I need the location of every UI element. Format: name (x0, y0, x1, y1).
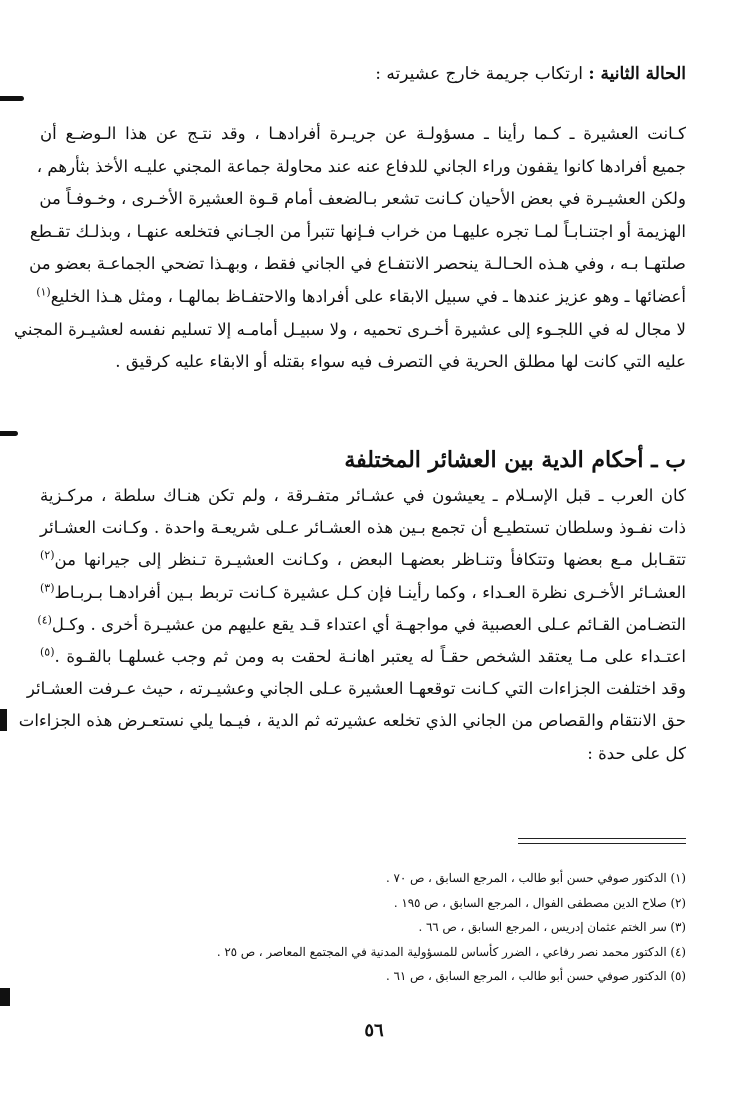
case-label: الحالة الثانية : (588, 64, 686, 84)
footnote-divider (518, 843, 686, 844)
paragraph-line: كل على حدة : (587, 743, 686, 763)
paragraph-line: عليه التي كانت لها مطلق الحرية في التصرف فيه سواء بقتله أو الابقاء عليه كرقيق . (115, 352, 686, 372)
line-text: التضـامن القـائم عـلى العصبية في مواجهـة أي اعتداء قـد يقع عليهم من عشيـرة أخرى . وكـل (51, 614, 686, 634)
paragraph-line: حق الانتقام والقصاص من الجاني الذي تخلعه عشيرته ثم الدية ، فيـما يلي نستعـرض هذه الجزاءات (18, 711, 686, 731)
case-title: ارتكاب جريمة خارج عشيرته : (375, 64, 589, 84)
paragraph-line: لا مجال له في اللجـوء إلى عشيرة أخـرى تحميه ، ولا سبيـل أمامـه إلا تسليم نفسه لعشيـرة المجني (14, 319, 686, 339)
paragraph-line (40, 641, 686, 673)
footnote-5: (٥) الدكتور صوفي حسن أبو طالب ، المرجع السابق ، ص ٦١ . (386, 969, 686, 983)
footnote-ref-2[interactable]: (٢) (40, 548, 55, 562)
line-text: اعتـداء على مـا يعتقد الشخص حقـاً له يعتبر اهانـة لحقت به ومن ثم وجب غسلهـا بالقـوة . (54, 647, 686, 667)
scan-edge-mark (0, 431, 18, 436)
paragraph-line (40, 577, 686, 609)
paragraph-line: الهزيمة أو اجتنـابـاً لمـا تجره عليهـا من خراب فـإنها تتبرأ من الجـاني فتخلعه عنهـا ، وبذلـك تقـطع (29, 221, 686, 241)
scan-edge-mark (0, 96, 24, 101)
paragraph-line (37, 609, 686, 641)
paragraph-line: كان العرب ـ قبل الإسـلام ـ يعيشون في عشـائر متفـرقة ، ولم تكن هنـاك سلطة ، مركـزية (40, 486, 686, 505)
footnote-1: (١) الدكتور صوفي حسن أبو طالب ، المرجع السابق ، ص ٧٠ . (386, 871, 686, 885)
paragraph-line: كـانت العشيرة ـ كـما رأينا ـ مسؤولـة عن جريـرة أفرادهـا ، وقد نتـج عن هذا الـوضـع أن (40, 124, 686, 143)
line-text: العشـائر الأخـرى نظرة العـداء ، وكما رأينـا فإن كـل عشيرة كـانت تربط بـين أفرادهـا بـربـاط (54, 582, 686, 602)
paragraph-line: وقد اختلفت الجزاءات التي كـانت توقعهـا العشيرة عـلى الجاني وعشيـرته ، حيث عـرفت العشـائر (26, 679, 686, 699)
paragraph-line: صلتهـا بـه ، وفي هـذه الحـالـة ينحصر الانتفـاع في الجاني فقط ، وبهـذا تضحي الجماعـة بعضو من (29, 254, 686, 274)
footnote-ref-1[interactable]: (١) (36, 285, 51, 299)
footnote-4: (٤) الدكتور محمد نصر رفاعي ، الضرر كأساس للمسؤولية المدنية في المجتمع المعاصر ، ص ٢٥ . (216, 944, 686, 959)
paragraph-line: جميع أفرادها كانوا يقفون وراء الجاني للدفاع عنه عند محاولة جماعة المجني عليـه الأخذ بثأرهم ، (36, 156, 686, 176)
line-text: تتقـابل مـع بعضها وتتكافأ وتنـاظر بعضهـا البعض ، وكـانت العشيـرة تـنظر إلى جيرانها من (54, 550, 686, 570)
paragraph-line (36, 281, 686, 314)
footnote-2: (٢) صلاح الدين مصطفى الفوال ، المرجع السابق ، ص ١٩٥ . (393, 895, 686, 910)
footnote-3: (٣) سر الختم عثمان إدريس ، المرجع السابق ، ص ٦٦ . (418, 920, 686, 934)
paragraph-clan-responsibility (14, 118, 686, 379)
footnote-ref-5[interactable]: (٥) (40, 645, 55, 659)
footnotes (40, 866, 686, 989)
section-heading: ب ـ أحكام الدية بين العشائر المختلفة (344, 447, 686, 473)
paragraph-line: ولكن العشيـرة في بعض الأحيان كـانت تشعر بـالضعف أمام قـوة العشيرة الأخـرى ، وخـوفـاً من (39, 189, 686, 209)
scan-edge-mark (0, 988, 10, 1006)
footnote-ref-3[interactable]: (٣) (40, 581, 55, 595)
footnote-divider (518, 838, 686, 839)
page-number: ٥٦ (364, 1020, 384, 1041)
paragraph-line (40, 544, 686, 576)
scan-edge-mark (0, 709, 7, 731)
paragraph-blood-money (18, 480, 686, 770)
paragraph-line: ذات نفـوذ وسلطان تستطيـع أن تجمع بـين هذه العشـائر عـلى شريعـة واحدة . وكـانت العشـائر (40, 518, 686, 538)
case-heading (40, 62, 686, 86)
line-text: أعضائها ـ وهو عزيز عندها ـ في سبيل الابقاء على أفرادها والاحتفـاظ بمالهـا ، ومثل هـذا الخليع (50, 286, 686, 306)
footnote-ref-4[interactable]: (٤) (37, 613, 52, 627)
